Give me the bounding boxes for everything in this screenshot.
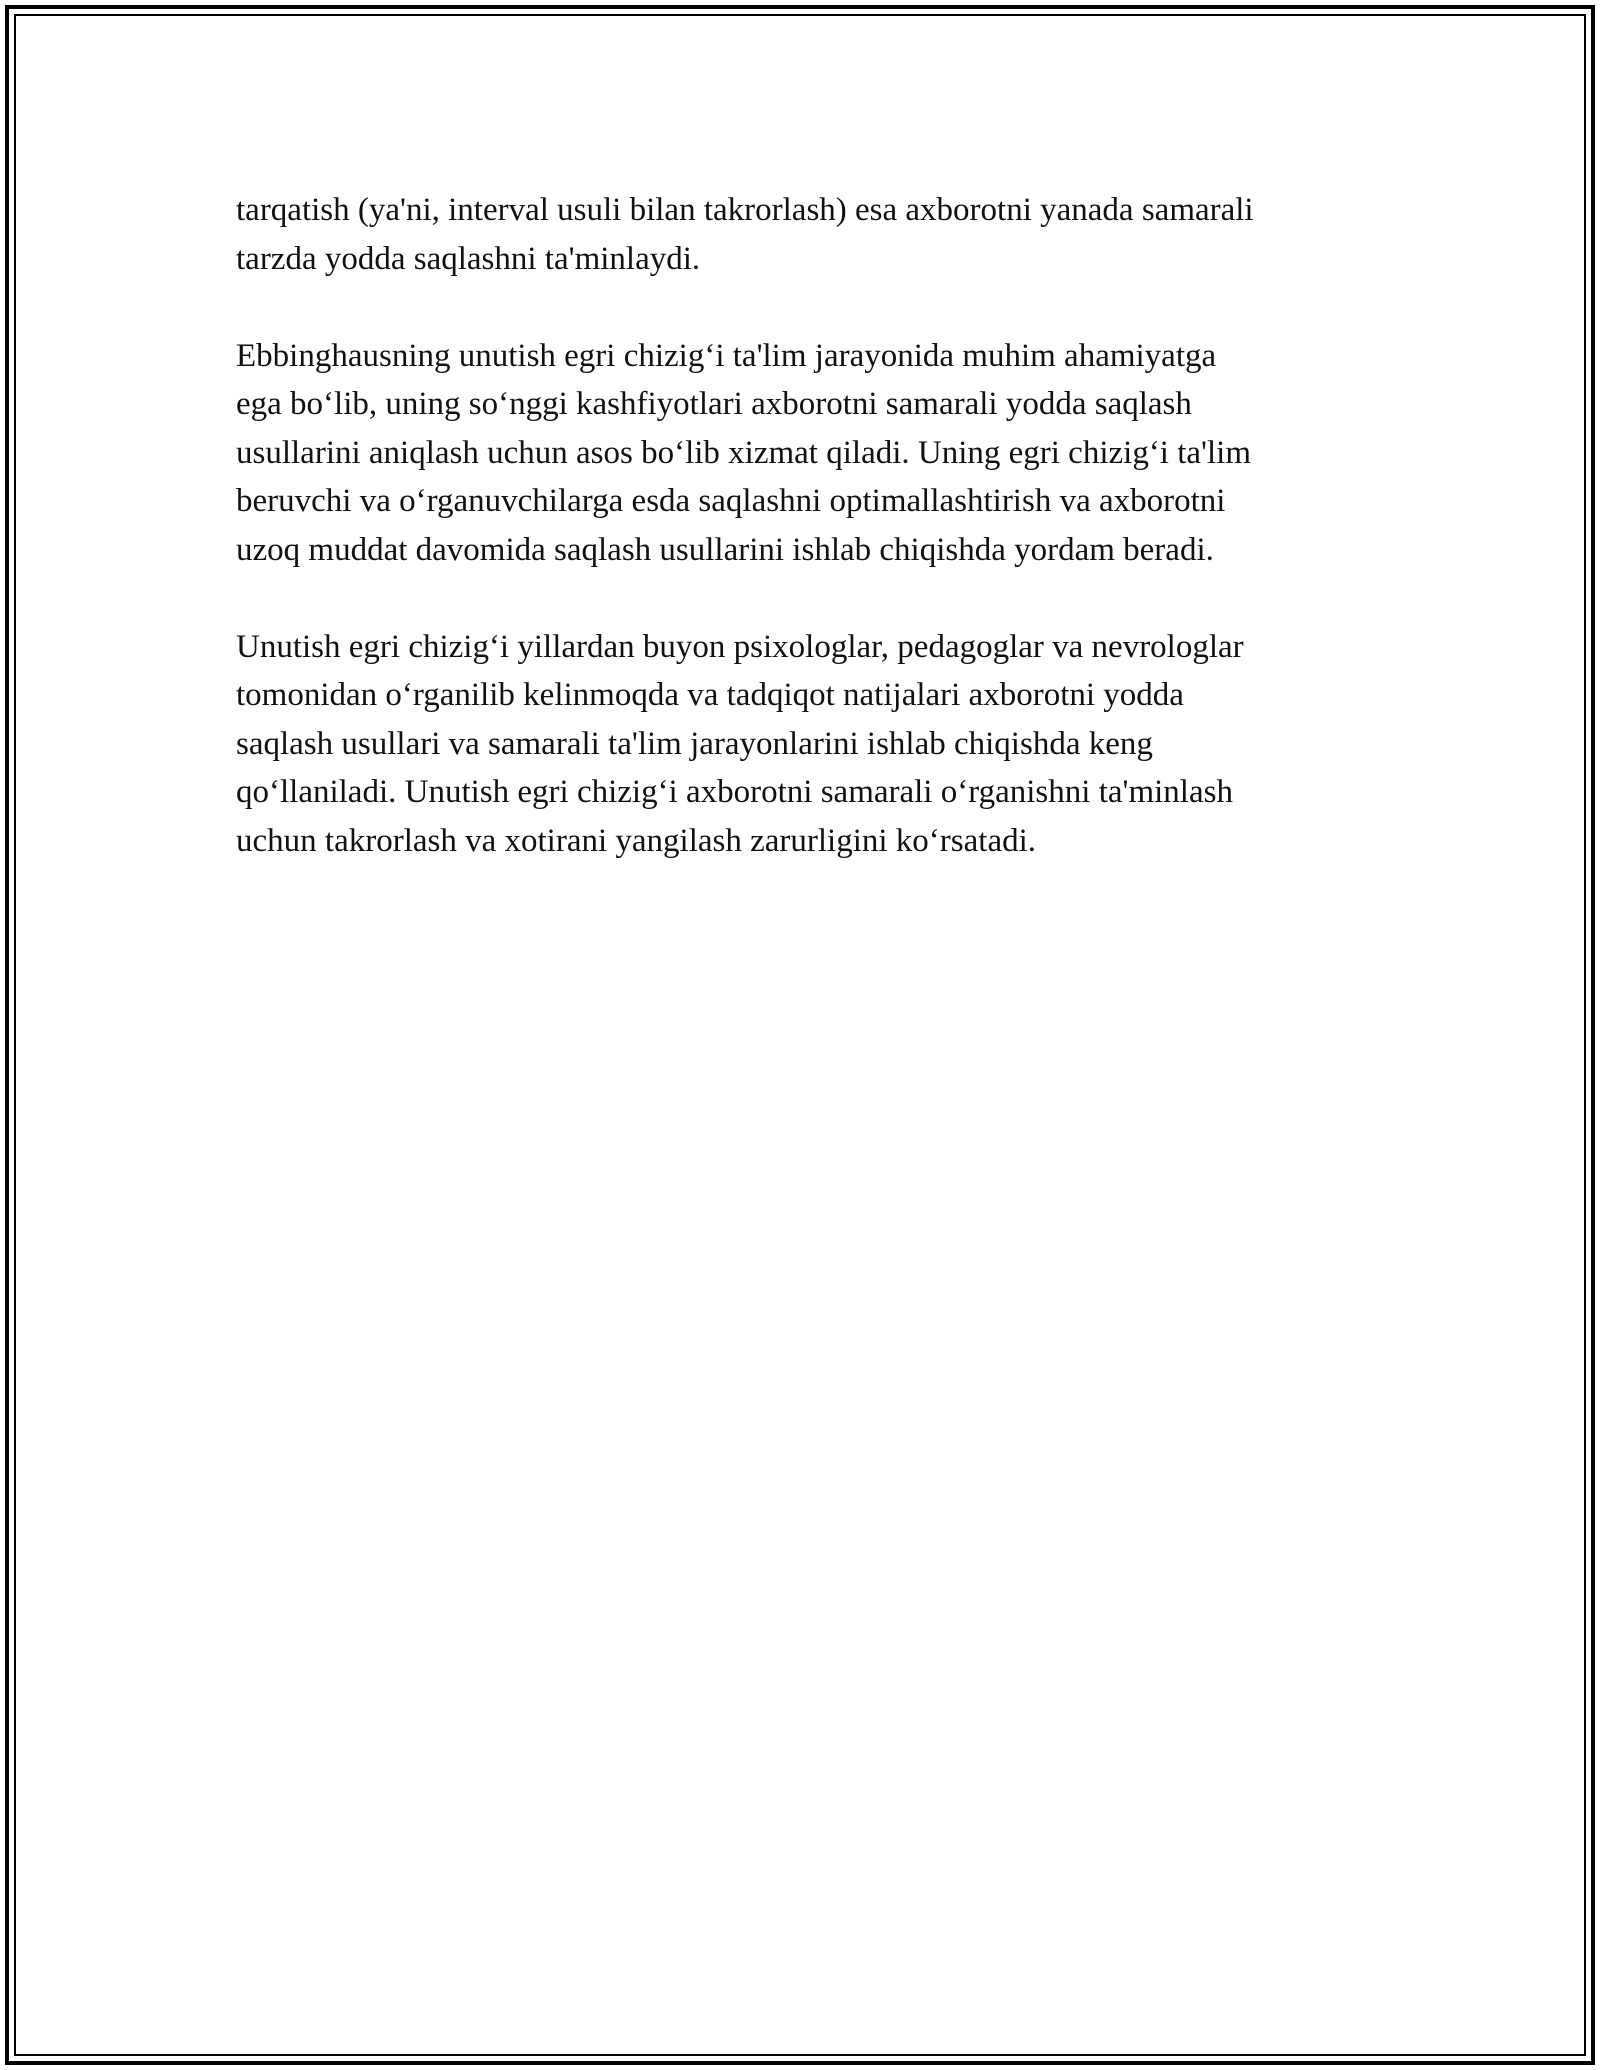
text-line: saqlash usullari va samarali ta'lim jarayonlarini ishlab chiqishda keng: [236, 725, 1153, 762]
paragraph: [236, 186, 1386, 283]
text-line: uchun takrorlash va xotirani yangilash zarurligini ko‘rsatadi.: [236, 822, 1037, 859]
paragraph: [236, 623, 1386, 866]
text-line: Unutish egri chizig‘i yillardan buyon psixologlar, pedagoglar va nevrologlar: [236, 628, 1244, 665]
text-line: uzoq muddat davomida saqlash usullarini ishlab chiqishda yordam beradi.: [236, 531, 1214, 568]
text-line: tarqatish (ya'ni, interval usuli bilan takrorlash) esa axborotni yanada samarali: [236, 192, 1254, 228]
paragraph: [236, 332, 1386, 575]
text-line: Ebbinghausning unutish egri chizig‘i ta'lim jarayonida muhim ahamiyatga: [236, 337, 1217, 374]
text-line: tomonidan o‘rganilib kelinmoqda va tadqiqot natijalari axborotni yodda: [236, 677, 1184, 713]
document-body: [236, 186, 1386, 914]
text-line: ega bo‘lib, uning so‘nggi kashfiyotlari axborotni samarali yodda saqlash: [236, 386, 1192, 422]
text-line: beruvchi va o‘rganuvchilarga esda saqlashni optimallashtirish va axborotni: [236, 483, 1226, 519]
text-line: usullarini aniqlash uchun asos bo‘lib xizmat qiladi. Uning egri chizig‘i ta'lim: [236, 434, 1251, 471]
text-line: qo‘llaniladi. Unutish egri chizig‘i axborotni samarali o‘rganishni ta'minlash: [236, 774, 1233, 810]
text-line: tarzda yodda saqlashni ta'minlaydi.: [236, 240, 701, 277]
